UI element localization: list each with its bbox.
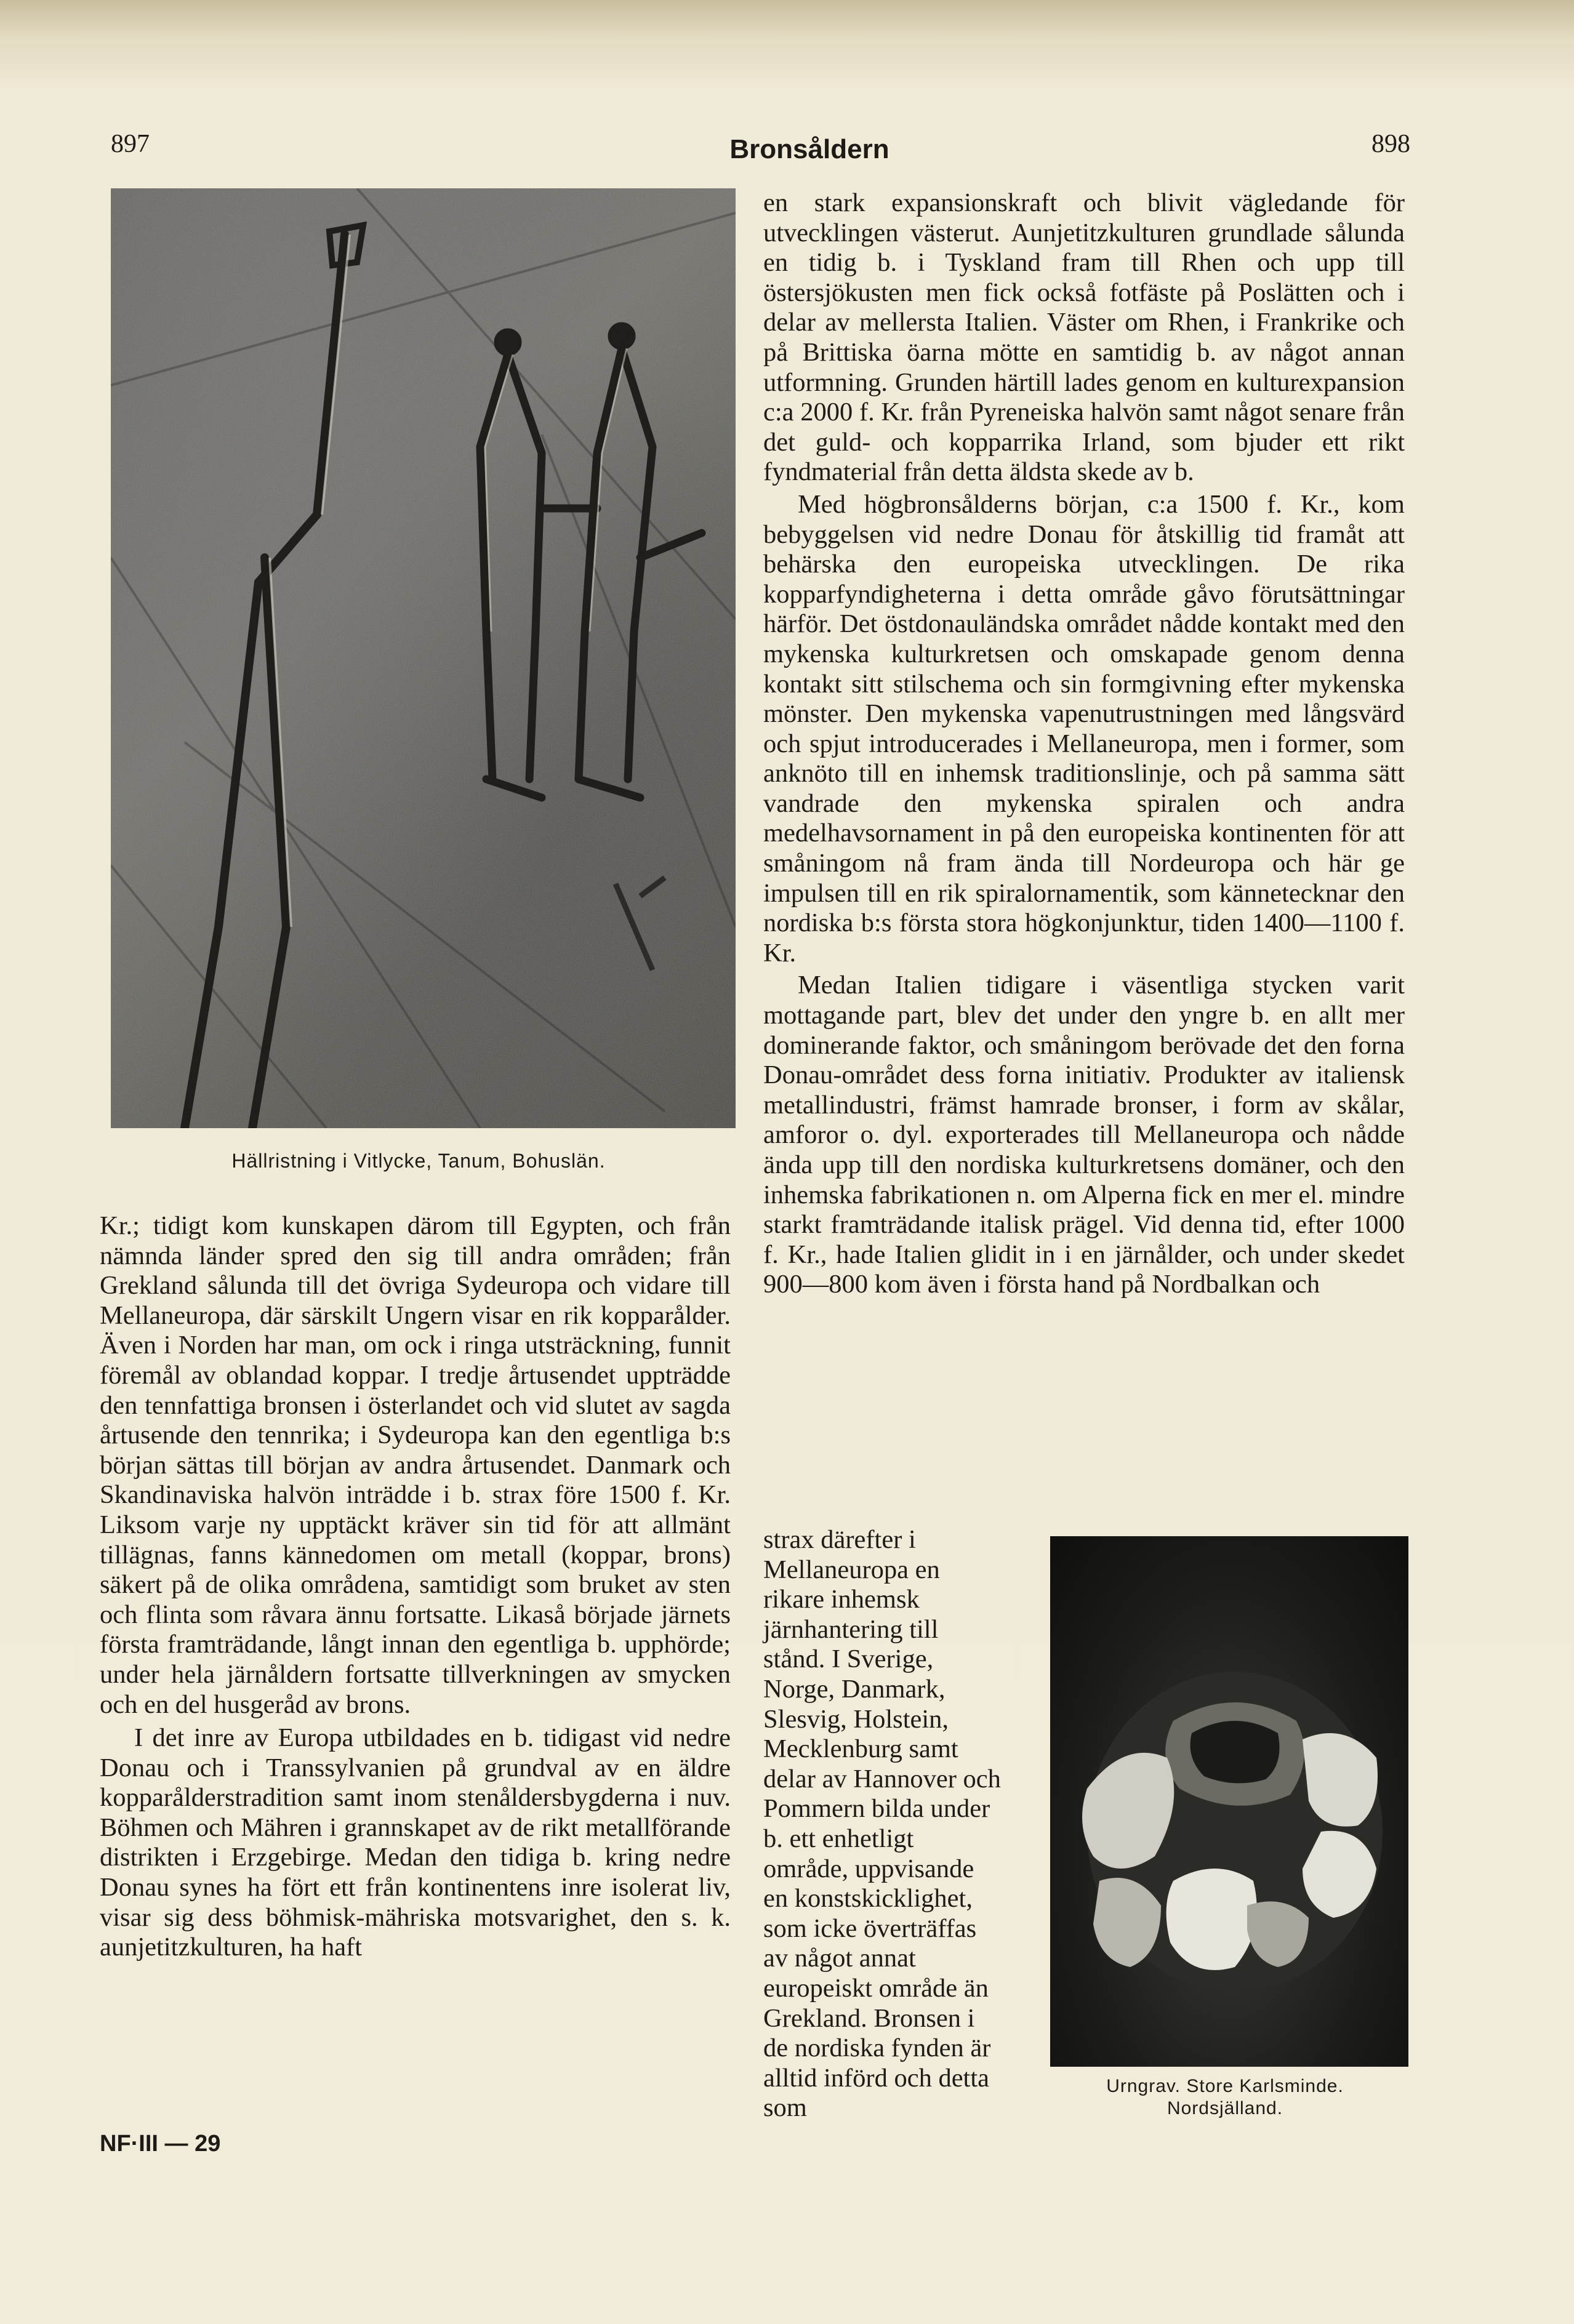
running-title: Bronsåldern [729,134,889,164]
right-page-number: 898 [1371,130,1410,158]
urn-grave-caption-line-1: Urngrav. Store Karlsminde. [1106,2076,1344,2096]
right-narrow-paragraph: strax därefter i Mellaneuropa en rikare inhemsk järnhantering till stånd. I Sverige, Norge, Danmark, Slesvig, Holstein, Mecklenburg samt delar av Hannover och Pommern bilda under b. ett enhetligt område, uppvisande en konstskicklighet, som icke överträffas av något annat europeiskt område än Grekland. Bronsen i de nordiska fynden är alltid införd och detta som [763,1525,1001,2123]
right-text-column [763,188,1405,1300]
right-paragraph-2: Med högbronsålderns början, c:a 1500 f. Kr., kom bebyggelsen vid nedre Donau för åtskillig tid framåt att behärska den europeiska utvecklingen. De rika kopparfyndigheterna i detta område gåvo förutsättningar härför. Det östdonauländska området nådde kontakt med den mykenska kulturkretsen och omskapade genom denna kontakt sitt stilschema och sin formgivning efter mykenska mönster. Den mykenska vapenutrustningen med långsvärd och spjut introducerades i Mellaneuropa, men i former, som anknöto till en inhemsk traditionslinje, och på samma sätt vandrade den mykenska spiralen och andra medelhavsornament in på den europeiska kontinenten för att småningom nå fram ända till Nordeuropa och här ge impulsen till en rik spiralornamentik, som kännetecknar den nordiska b:s första stora högkonjunktur, tiden 1400—1100 f. Kr. [763,489,1405,968]
left-paragraph-1: Kr.; tidigt kom kunskapen därom till Egypten, och från nämnda länder spred den sig till andra områden; från Grekland sålunda till det övriga Sydeuropa och vidare till Mellaneuropa, där särskilt Ungern visar en rik kopparålder. Även i Norden har man, om ock i ringa utsträckning, funnit föremål av oblandad koppar. I tredje årtusendet uppträdde den tennfattiga bronsen i österlandet och vid slutet av sagda årtusende den tennrika; i Sydeuropa kan den egentliga b:s början sättas till början av andra årtusendet. Danmark och Skandinaviska halvön inträdde i b. strax före 1500 f. Kr. Liksom varje ny upptäckt kräver sin tid för att allmänt tillägnas, fanns kännedomen om metall (koppar, brons) säkert på de olika områdena, samtidigt som bruket av sten och flinta som råvara ännu fortsatte. Likaså började järnets första framträdande, långt innan den egentliga b. upphörde; under hela järnåldern fortsatte tillverkningen av smycken och en del husgeråd av brons. [100,1211,731,1719]
left-text-column [100,1211,731,1963]
signature-mark: NF·III — 29 [100,2131,221,2157]
urn-grave-photo [1050,1536,1408,2067]
rock-carving-caption: Hällristning i Vitlycke, Tanum, Bohuslän. [231,1150,606,1172]
right-paragraph-3: Medan Italien tidigare i väsentliga stycken varit mottagande part, blev det under den yngre b. en allt mer dominerande faktor, och småningom berövade det den forna Donau-området dess forna initiativ. Produkter av italiensk metallindustri, främst hamrade bronser, i form av skålar, amforor o. dyl. exporterades till Mellaneuropa och nådde ända upp till den nordiska kulturkretsens domäner, och den inhemska fabrikationen n. om Alperna fick en mer el. mindre starkt framträdande italisk prägel. Vid denna tid, efter 1000 f. Kr., hade Italien glidit in i en järnålder, och under skedet 900—800 kom även i första hand på Nordbalkan och [763,971,1405,1299]
rock-carving-illustration [111,188,736,1128]
left-paragraph-2: I det inre av Europa utbildades en b. tidigast vid nedre Donau och i Transsylvanien på grundval av en äldre kopparålderstradition samt inom stenåldersbygderna i nuv. Böhmen och Mähren i grannskapet av de rikt metallförande distrikten i Erzgebirge. Medan den tidiga b. kring nedre Donau synes ha fört ett från kontinentens inre isolerat liv, visar sig dess böhmisk-mähriska motsvarighet, den s. k. aunjetitzkulturen, ha haft [100,1723,731,1962]
right-narrow-text [763,1525,1005,2123]
rock-carving-photo [111,188,736,1128]
left-page-number: 897 [111,130,150,158]
page-top-stain [0,0,1574,92]
urn-grave-illustration [1050,1536,1408,2067]
right-paragraph-1: en stark expansionskraft och blivit vägledande för utvecklingen västerut. Aunjetitzkulturen grundlade sålunda en tidig b. i Tyskland fram till Rhen och upp till östersjökusten men fick också fotfäste på Poslätten och i delar av mellersta Italien. Väster om Rhen, i Frankrike och på Brittiska öarna mötte en samtidig b. av något annan utformning. Grunden härtill lades genom en kulturexpansion c:a 2000 f. Kr. från Pyreneiska halvön samt något senare från det guld- och kopparrika Irland, som bjuder ett rikt fyndmaterial från detta äldsta skede av b. [763,188,1405,487]
urn-grave-caption [1040,2075,1410,2120]
urn-grave-caption-line-2: Nordsjälland. [1166,2098,1283,2118]
